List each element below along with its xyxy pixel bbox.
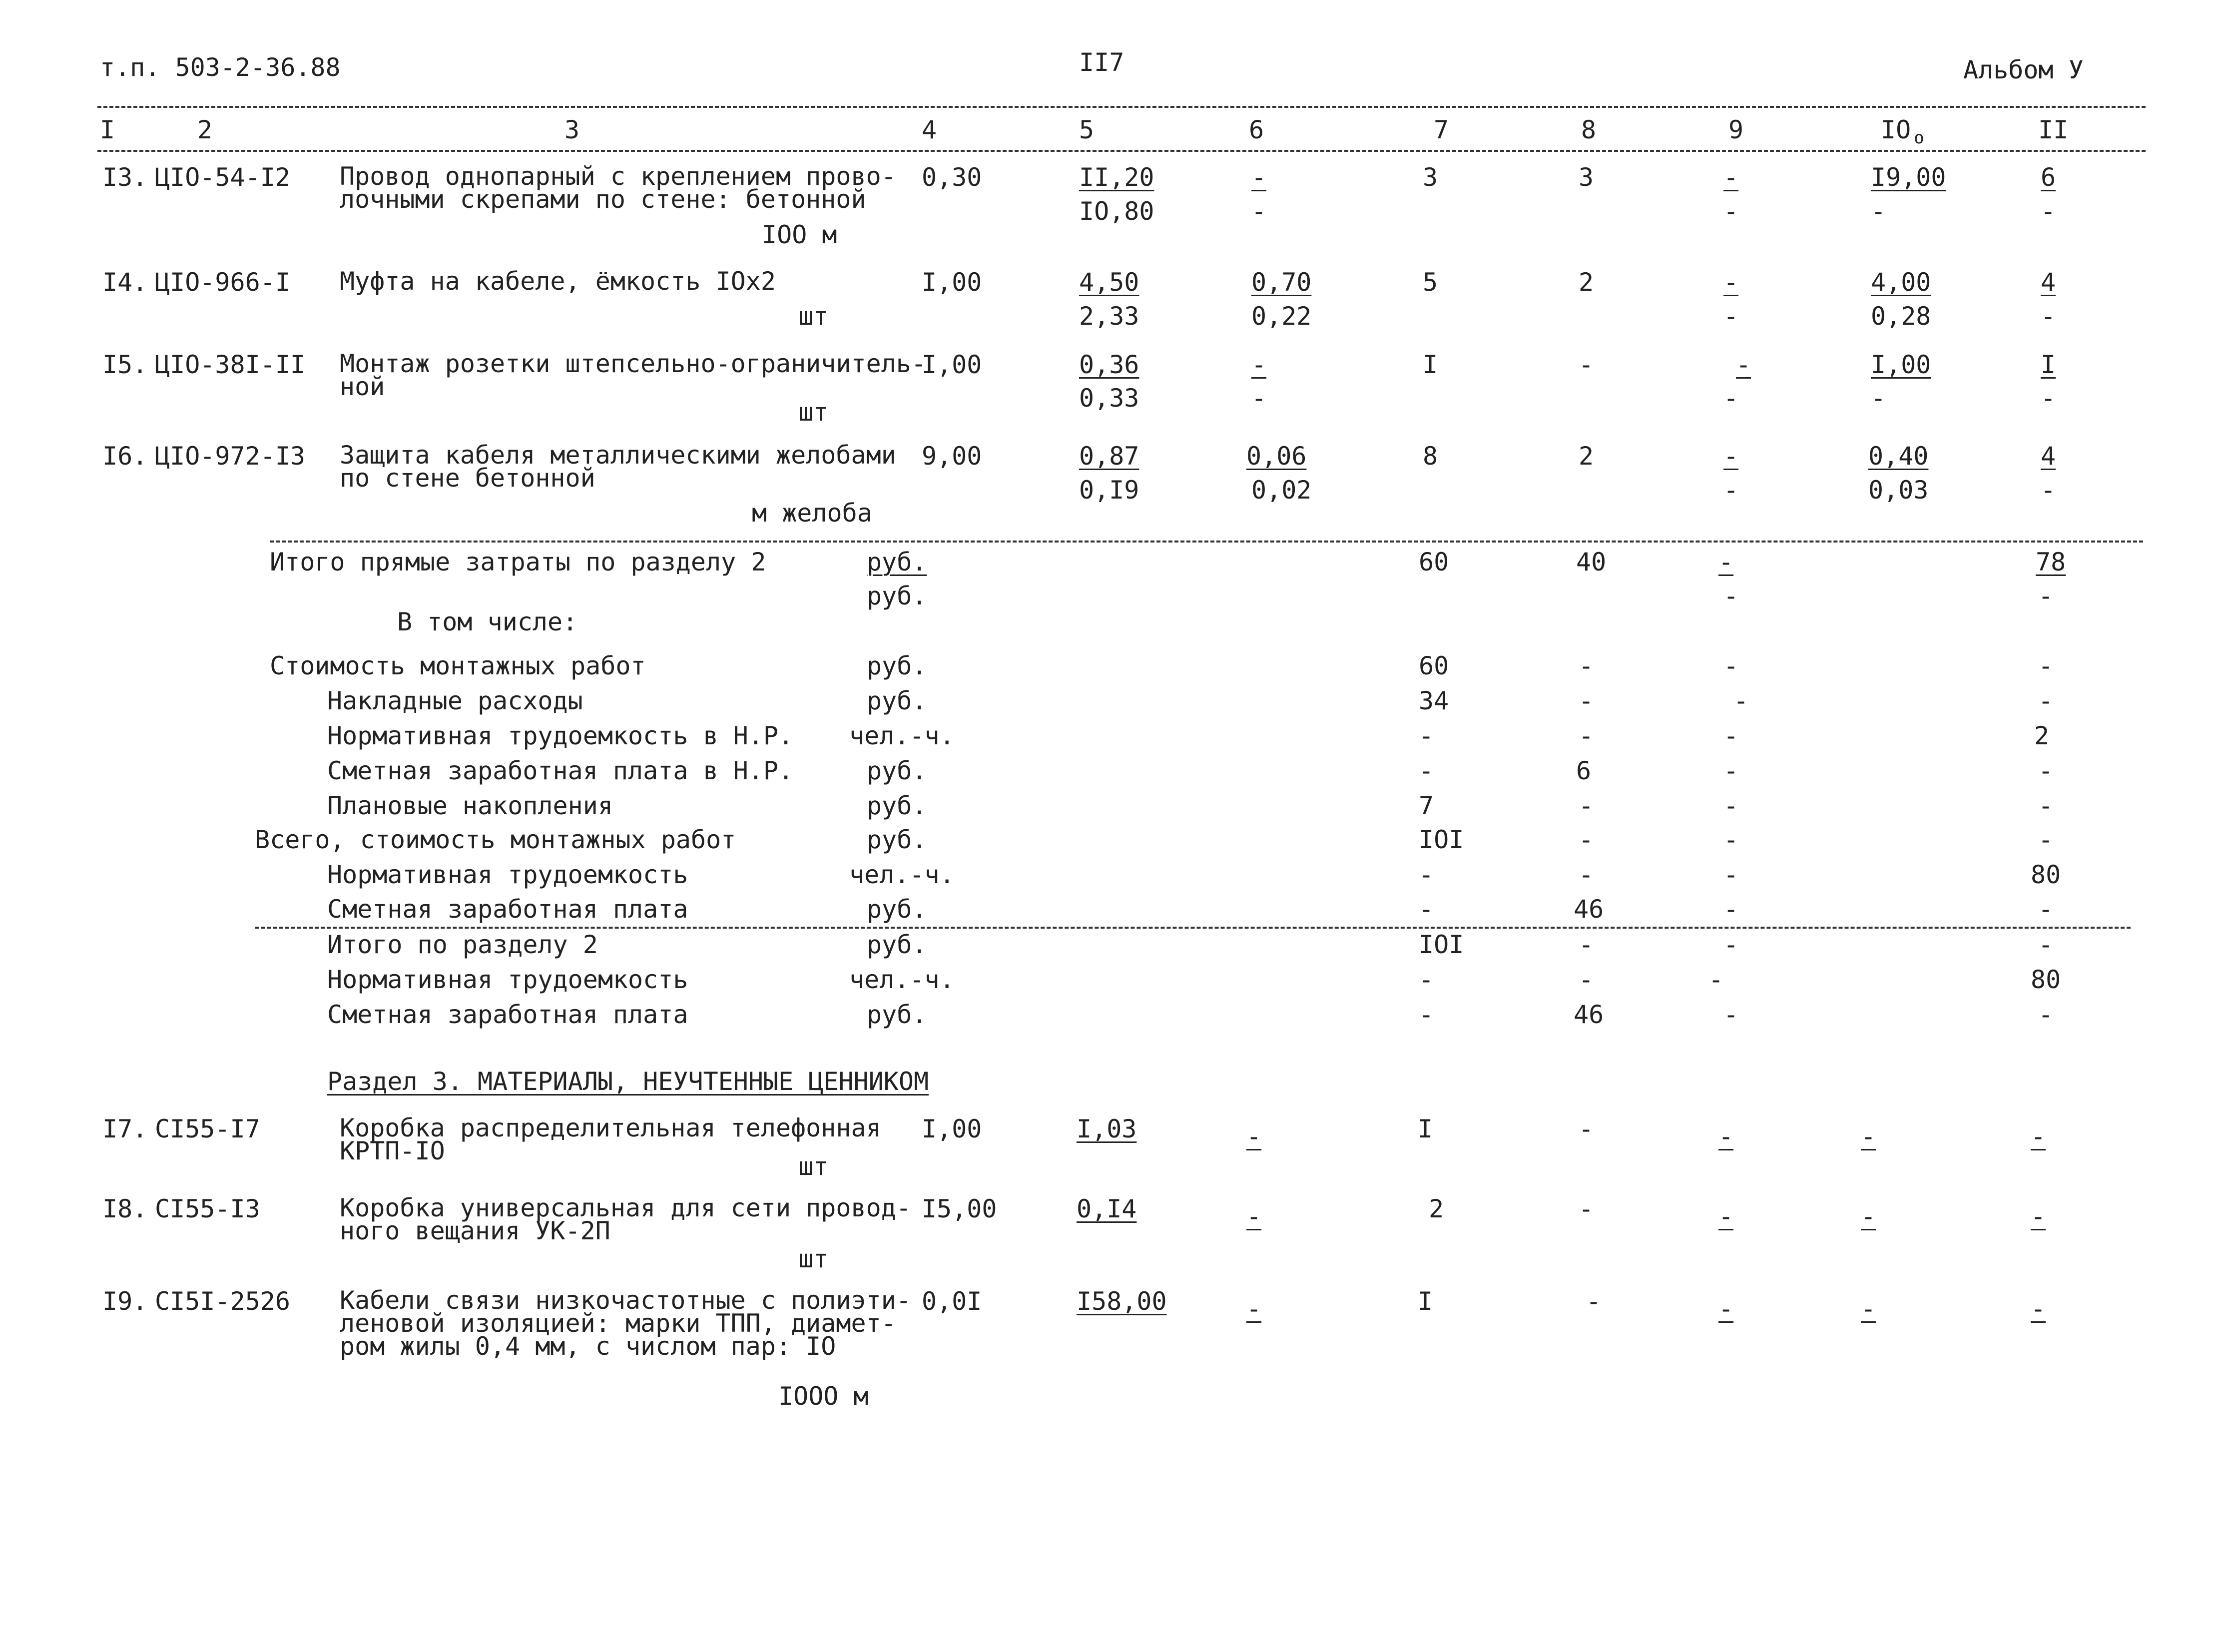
col11-value: 4 [2041,442,2056,471]
totals-unit: руб. [867,791,927,820]
col11-value: - [2041,476,2056,505]
col8-value: 3 [1579,163,1594,192]
col11-value: - [2031,1294,2046,1323]
row-qty: 0,30 [922,163,982,192]
totals-col11: - [2038,895,2054,924]
totals-col9: - [1718,548,1734,576]
row-number: I5. [102,350,148,379]
col6-value: - [1246,1294,1262,1323]
row-number: I4. [102,268,148,297]
totals-col8: 46 [1574,1000,1604,1029]
totals-col9: - [1723,825,1739,854]
totals-unit: руб. [867,651,927,680]
totals-col11: - [2038,581,2054,610]
totals-col11: 80 [2031,860,2061,889]
col6-value: - [1246,1202,1262,1231]
row-unit: шт [798,1152,829,1181]
col10-value: 0,28 [1871,302,1931,331]
col10-value: I9,00 [1871,163,1946,192]
totals-col7: 60 [1419,548,1449,576]
totals-col7: 7 [1419,791,1434,820]
row-unit: IOOO м [778,1382,869,1411]
col11-value: - [2031,1122,2046,1151]
row-number: I9. [102,1287,148,1316]
col7-value: I [1418,1287,1433,1316]
col8-value: - [1579,1194,1594,1223]
col11-value: I [2041,350,2056,379]
col10-value: - [1861,1202,1876,1231]
col8-value: - [1579,1114,1594,1143]
totals-col8: - [1579,825,1594,854]
col-7-header: 7 [1434,115,1449,144]
totals-label: Накладные расходы [327,686,583,715]
totals-label: Нормативная трудоемкость [327,860,688,889]
row-qty: I,00 [922,1114,982,1143]
col5-value: I58,00 [1077,1287,1167,1316]
totals-unit: руб. [867,548,927,576]
col10-value: 4,00 [1871,268,1931,297]
col10-value: 0,40 [1868,442,1929,471]
col10-value: - [1861,1122,1876,1151]
col10-value: - [1861,1294,1876,1323]
col11-value: - [2041,302,2056,331]
totals-col11: 80 [2031,965,2061,994]
totals-col8: - [1579,721,1594,750]
totals-col11: - [2038,686,2054,715]
col7-value: 3 [1423,163,1438,192]
col8-value: 2 [1579,268,1594,297]
row-unit: шт [798,302,829,331]
totals-col7: 34 [1419,686,1449,715]
col6-value: - [1246,1122,1262,1151]
totals-col7: - [1419,860,1434,889]
col-3-header: 3 [564,115,580,144]
col11-value: 4 [2041,268,2056,297]
totals-col11: - [2038,651,2054,680]
totals-col11: - [2038,756,2054,785]
col7-value: 5 [1423,268,1438,297]
col7-value: 2 [1429,1194,1444,1223]
totals-col7: - [1419,721,1434,750]
col6-value: 0,02 [1251,476,1312,505]
col10-value: - [1871,384,1886,413]
row-number: I3. [102,163,148,192]
col7-value: I [1418,1114,1433,1143]
col5-value: 0,I4 [1077,1194,1137,1223]
header-top-rule [97,106,2146,108]
col11-value: 6 [2041,163,2056,192]
row-qty: I5,00 [922,1194,997,1223]
totals-unit: чел.-ч. [849,860,955,889]
totals-col7: - [1419,756,1434,785]
totals-label: Итого по разделу 2 [327,930,598,959]
col-10-header: IO $_о$ [1881,115,1924,148]
col6-value: 0,70 [1251,268,1312,297]
totals-unit: чел.-ч. [849,965,955,994]
totals-unit: руб. [867,686,927,715]
col6-value: - [1251,197,1267,226]
col6-value: - [1251,163,1267,192]
col-6-header: 6 [1249,115,1264,144]
row-number: I8. [102,1194,148,1223]
col9-value: - [1723,384,1739,413]
totals-col8: - [1579,686,1594,715]
totals-col9: - [1723,930,1739,959]
col5-value: 0,36 [1079,350,1139,379]
col5-value: IO,80 [1079,197,1154,226]
section-3-title: Раздел 3. МАТЕРИАЛЫ, НЕУЧТЕННЫЕ ЦЕННИКОМ [327,1067,929,1096]
col9-value: - [1718,1294,1734,1323]
totals-col9: - [1723,721,1739,750]
totals-col8: - [1579,651,1594,680]
totals-unit: руб. [867,825,927,854]
section-subtotal-rule [255,927,2131,929]
row-description: Защита кабеля металлическими желобами по стене бетонной [340,441,896,493]
totals-label: Нормативная трудоемкость в Н.Р. [327,721,794,750]
col-5-header: 5 [1079,115,1095,144]
totals-unit: чел.-ч. [849,721,955,750]
col11-value: - [2031,1202,2046,1231]
totals-col9: - [1723,581,1739,610]
totals-col7: IOI [1419,825,1464,854]
row-description: Муфта на кабеле, ёмкость IOx2 [340,267,776,296]
totals-col7: - [1419,965,1434,994]
totals-col9: - [1723,1000,1739,1029]
row-number: I6. [102,442,148,471]
row-description: Коробка распределительная телефонная КРТП-IO [340,1113,881,1165]
col-11-header: II [2038,115,2069,144]
doc-code: т.п. 503-2-36.88 [100,53,341,82]
col9-value: - [1718,1122,1734,1151]
col9-value: - [1723,442,1739,471]
row-description: Коробка универсальная для сети провод- ного вещания УК-2П [340,1193,911,1245]
col11-value: - [2041,384,2056,413]
totals-col11: - [2038,791,2054,820]
totals-col11: - [2038,930,2054,959]
col10-value: I,00 [1871,350,1931,379]
col10-value: - [1871,197,1886,226]
totals-label: Сметная заработная плата [327,1000,688,1029]
totals-label: Сметная заработная плата в Н.Р. [327,756,794,785]
col9-value: - [1723,268,1739,297]
col-4-header: 4 [922,115,937,144]
col5-value: 0,87 [1079,442,1139,471]
row-unit: шт [798,1244,829,1273]
row-code: CI5I-2526 [155,1287,290,1316]
col-8-header: 8 [1581,115,1597,144]
totals-label: Сметная заработная плата [327,895,688,924]
col10-value: 0,03 [1868,476,1929,505]
row-code: CI55-I7 [155,1114,260,1143]
col9-value: - [1736,350,1751,379]
totals-label: Итого прямые затраты по разделу 2 [270,548,766,576]
totals-col9: - [1723,895,1739,924]
row-description: Кабели связи низкочастотные с полиэти- леновой изоляцией: марки ТПП, диамет- ром жилы 0,4 мм, с числом пар: IO [340,1286,911,1361]
row-unit: шт [798,398,829,427]
totals-col8: - [1579,860,1594,889]
totals-col7: - [1419,895,1434,924]
col8-value: - [1579,350,1594,379]
totals-col8: 46 [1574,895,1604,924]
row-unit: м желоба [752,499,872,528]
col9-value: - [1723,476,1739,505]
row-code: CI55-I3 [155,1194,260,1223]
col-9-header: 9 [1728,115,1744,144]
totals-unit: руб. [867,756,927,785]
album-label: Альбом У [1963,55,2084,84]
row-number: I7. [102,1114,148,1143]
totals-col9: - [1723,791,1739,820]
row-qty: 9,00 [922,442,982,471]
totals-rule [270,541,2143,543]
totals-col9: - [1723,651,1739,680]
row-description: Провод однопарный с креплением прово- лочными скрепами по стене: бетонной [340,162,896,214]
col-10-mark: о [1914,128,1924,148]
col5-value: II,20 [1079,163,1154,192]
totals-col8: 40 [1576,548,1607,576]
totals-label: Нормативная трудоемкость [327,965,688,994]
totals-col11: 78 [2036,548,2066,576]
row-unit: IOO м [762,220,837,249]
col5-value: 0,I9 [1079,476,1139,505]
totals-col11: - [2038,1000,2054,1029]
totals-col7: IOI [1419,930,1464,959]
header-bottom-rule [97,150,2146,152]
col6-value: - [1251,384,1267,413]
col-2-header: 2 [197,115,213,144]
totals-col9: - [1708,965,1724,994]
col11-value: - [2041,197,2056,226]
col5-value: 0,33 [1079,384,1139,413]
col8-value: - [1586,1287,1602,1316]
col7-value: 8 [1423,442,1438,471]
totals-col7: - [1419,1000,1434,1029]
col9-value: - [1723,163,1739,192]
row-description: Монтаж розетки штепсельно-ограничитель- ной [340,349,926,401]
col7-value: I [1423,350,1438,379]
row-qty: 0,0I [922,1287,982,1316]
totals-col11: - [2038,825,2054,854]
totals-label: Всего, стоимость монтажных работ [255,825,736,854]
totals-col9: - [1723,860,1739,889]
row-qty: I,00 [922,350,982,379]
page-number: II7 [1079,48,1124,77]
totals-col8: - [1579,791,1594,820]
totals-col9: - [1733,686,1749,715]
col5-value: I,03 [1077,1114,1137,1143]
totals-col11: 2 [2034,721,2050,750]
col9-value: - [1723,302,1739,331]
col6-value: 0,06 [1246,442,1307,471]
totals-label: Стоимость монтажных работ [270,651,646,680]
totals-col8: - [1579,930,1594,959]
totals-unit: руб. [867,930,927,959]
totals-label: В том числе: [397,607,578,636]
col-1-header: I [100,115,115,144]
col9-value: - [1723,197,1739,226]
totals-unit: руб. [867,581,927,610]
col5-value: 4,50 [1079,268,1139,297]
row-code: ЦIO-54-I2 [155,163,290,192]
row-qty: I,00 [922,268,982,297]
totals-unit: руб. [867,1000,927,1029]
row-code: ЦIO-966-I [155,268,290,297]
col9-value: - [1718,1202,1734,1231]
totals-col9: - [1723,756,1739,785]
totals-unit: руб. [867,895,927,924]
col8-value: 2 [1579,442,1594,471]
totals-col8: 6 [1576,756,1592,785]
col5-value: 2,33 [1079,302,1139,331]
col6-value: - [1251,350,1267,379]
totals-col8: - [1579,965,1594,994]
row-code: ЦIO-972-I3 [155,442,306,471]
totals-col7: 60 [1419,651,1449,680]
col6-value: 0,22 [1251,302,1312,331]
row-code: ЦIO-38I-II [155,350,306,379]
totals-label: Плановые накопления [327,791,613,820]
